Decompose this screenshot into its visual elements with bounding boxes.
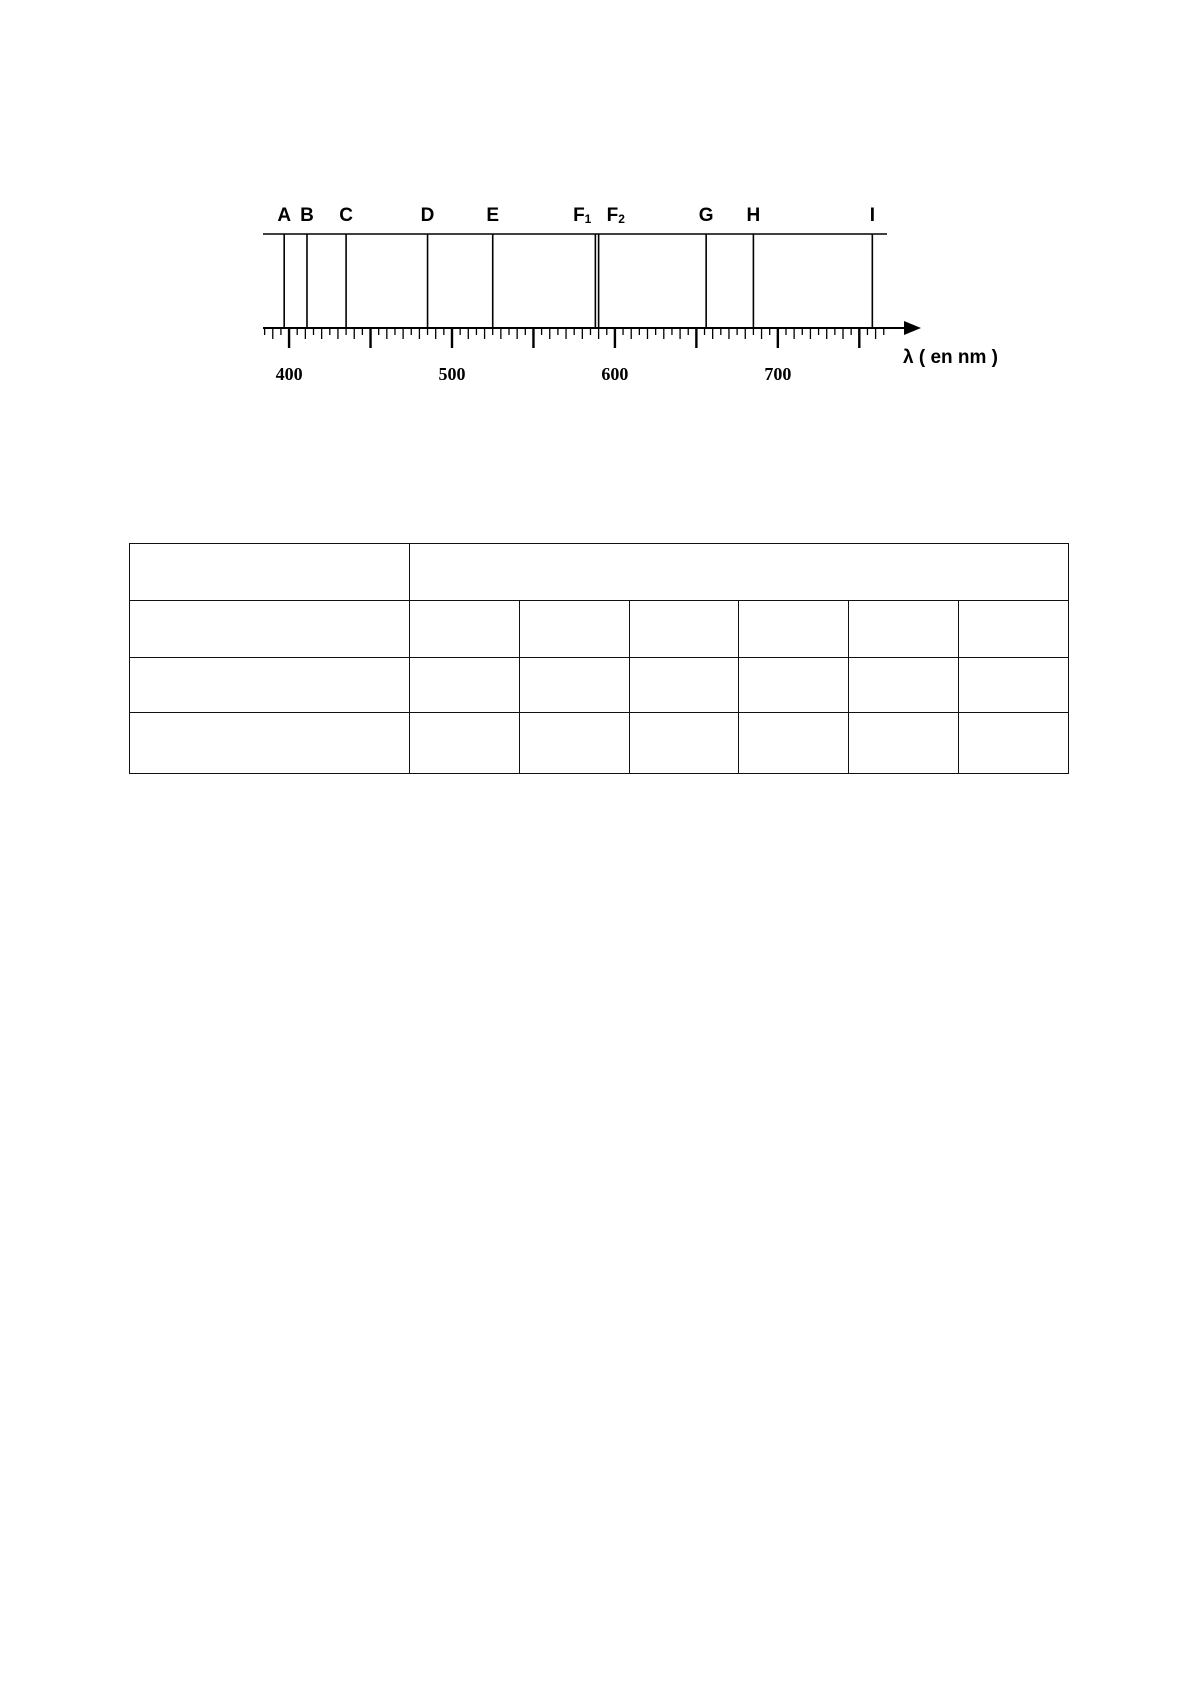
line-label: D: [420, 205, 435, 226]
axis-tick-labels: [276, 364, 792, 384]
tick-label: 400: [275, 364, 303, 384]
table-row: [130, 713, 1069, 774]
table-cell[interactable]: [849, 713, 959, 774]
emission-lines: [284, 234, 872, 328]
line-label: I: [869, 205, 875, 226]
table-cell[interactable]: [519, 658, 629, 713]
tick-label: 600: [601, 364, 629, 384]
table-cell[interactable]: [739, 601, 849, 658]
line-label: F2: [606, 205, 625, 226]
table-cell[interactable]: [739, 713, 849, 774]
tick-label: 700: [764, 364, 792, 384]
table-cell[interactable]: [519, 601, 629, 658]
table-row: [130, 601, 1069, 658]
spectrum-diagram: [0, 0, 1190, 420]
table-cell[interactable]: [410, 601, 520, 658]
table-cell[interactable]: [410, 658, 520, 713]
line-label: F1: [573, 205, 592, 226]
blank-table: [129, 543, 1069, 774]
tick-label: 500: [438, 364, 466, 384]
line-label: B: [300, 205, 314, 226]
axis-arrow-icon: [904, 321, 921, 335]
line-label: E: [486, 205, 500, 226]
table-cell[interactable]: [130, 713, 410, 774]
table-cell[interactable]: [629, 658, 739, 713]
line-label: G: [698, 205, 714, 226]
table-cell[interactable]: [959, 713, 1069, 774]
table-cell[interactable]: [629, 601, 739, 658]
table-cell[interactable]: [959, 658, 1069, 713]
table-row: [130, 658, 1069, 713]
table-cell[interactable]: [849, 601, 959, 658]
table-cell[interactable]: [130, 544, 410, 601]
line-label: A: [277, 205, 292, 226]
table-cell[interactable]: [130, 658, 410, 713]
axis-label: λ ( en nm ): [903, 347, 999, 368]
line-labels: [277, 205, 875, 226]
line-label: H: [746, 205, 761, 226]
axis-ticks: [265, 328, 884, 348]
table-cell[interactable]: [739, 658, 849, 713]
table-cell[interactable]: [629, 713, 739, 774]
table-cell[interactable]: [410, 713, 520, 774]
table-cell[interactable]: [519, 713, 629, 774]
table-cell[interactable]: [130, 601, 410, 658]
table-cell[interactable]: [410, 544, 1069, 601]
table-cell[interactable]: [959, 601, 1069, 658]
line-label: C: [339, 205, 353, 226]
table-row: [130, 544, 1069, 601]
table-cell[interactable]: [849, 658, 959, 713]
